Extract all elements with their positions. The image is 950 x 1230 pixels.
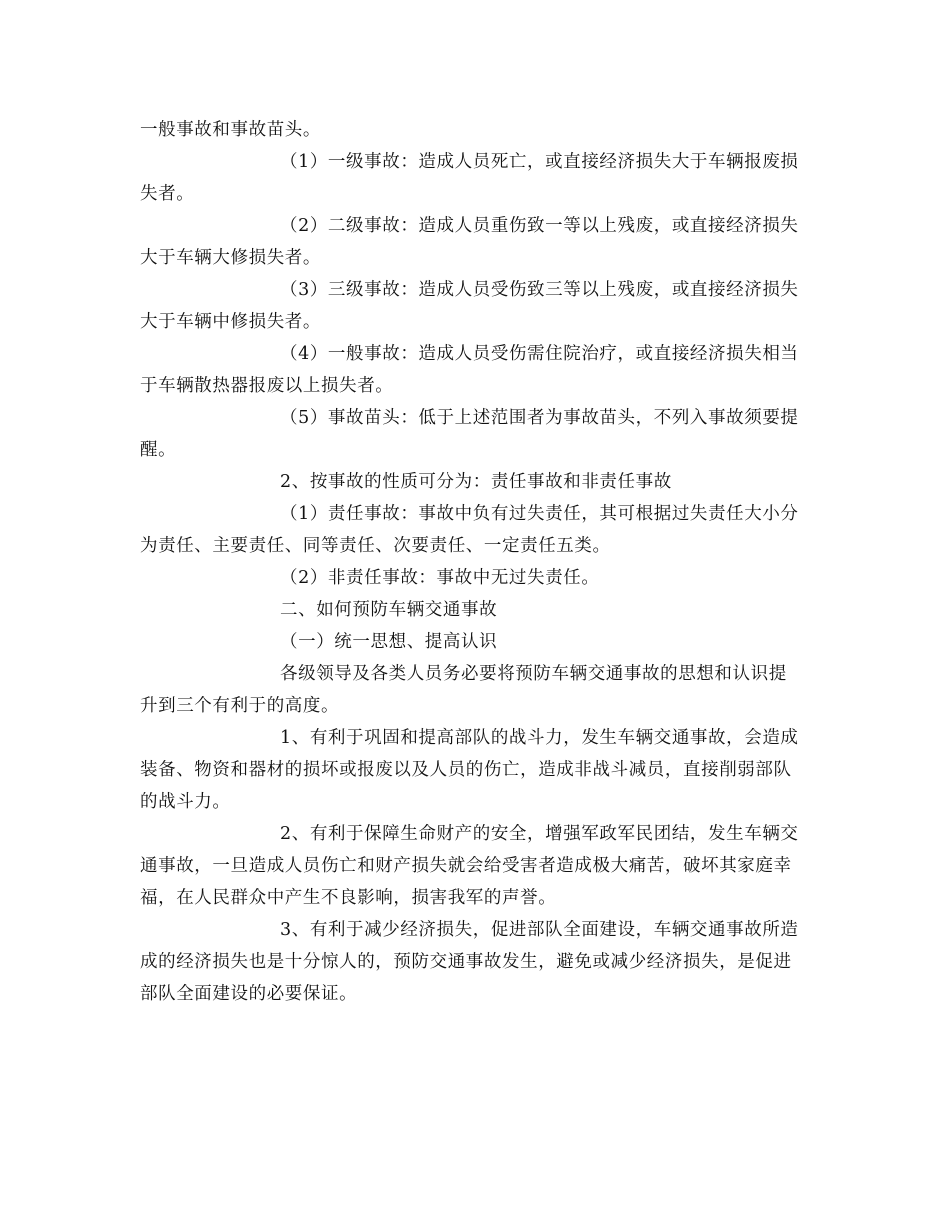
text-line: 2、按事故的性质可分为：责任事故和非责任事故 (280, 472, 672, 492)
text-line: 装备、物资和器材的损坏或报废以及人员的伤亡，造成非战斗减员，直接削弱部队 (140, 760, 792, 780)
paragraph (140, 914, 812, 1010)
paragraph (140, 466, 812, 498)
paragraph (140, 146, 812, 210)
text-line: 的战斗力。 (140, 792, 231, 812)
text-line: 部队全面建设的必要保证。 (140, 984, 358, 1004)
text-line: 一般事故和事故苗头。 (140, 120, 321, 140)
text-line: 各级领导及各类人员务必要将预防车辆交通事故的思想和认识提 (280, 664, 787, 684)
text-line: （1）责任事故：事故中负有过失责任，其可根据过失责任大小分 (280, 504, 799, 524)
paragraph (140, 562, 812, 594)
text-line: 2、有利于保障生命财产的安全，增强军政军民团结，发生车辆交 (280, 824, 799, 844)
paragraph (140, 274, 812, 338)
paragraph (140, 210, 812, 274)
paragraph (140, 658, 812, 722)
document-page (140, 114, 812, 1010)
paragraph (140, 114, 812, 146)
text-line: 为责任、主要责任、同等责任、次要责任、一定责任五类。 (140, 536, 611, 556)
paragraph (140, 626, 812, 658)
text-line: 于车辆散热器报废以上损失者。 (140, 376, 394, 396)
text-line: （5）事故苗头：低于上述范围者为事故苗头，不列入事故须要提 (280, 408, 799, 428)
text-line: 1、有利于巩固和提高部队的战斗力，发生车辆交通事故，会造成 (280, 728, 799, 748)
paragraph (140, 594, 812, 626)
text-line: （一）统一思想、提高认识 (280, 632, 498, 652)
text-line: 成的经济损失也是十分惊人的，预防交通事故发生，避免或减少经济损失，是促进 (140, 952, 792, 972)
paragraph (140, 818, 812, 914)
paragraph (140, 338, 812, 402)
text-line: 3、有利于减少经济损失，促进部队全面建设，车辆交通事故所造 (280, 920, 799, 940)
text-line: （1）一级事故：造成人员死亡，或直接经济损失大于车辆报废损 (280, 152, 799, 172)
text-line: （2）二级事故：造成人员重伤致一等以上残废，或直接经济损失 (280, 216, 799, 236)
text-line: （4）一般事故：造成人员受伤需住院治疗，或直接经济损失相当 (280, 344, 799, 364)
text-line: 大于车辆大修损失者。 (140, 248, 321, 268)
text-line: 升到三个有利于的高度。 (140, 696, 340, 716)
text-line: （3）三级事故：造成人员受伤致三等以上残废，或直接经济损失 (280, 280, 799, 300)
text-line: 失者。 (140, 184, 195, 204)
text-line: 醒。 (140, 440, 177, 460)
text-line: 福，在人民群众中产生不良影响，损害我军的声誉。 (140, 888, 557, 908)
text-line: 大于车辆中修损失者。 (140, 312, 321, 332)
paragraph (140, 402, 812, 466)
paragraph (140, 498, 812, 562)
paragraph (140, 722, 812, 818)
text-line: 二、如何预防车辆交通事故 (280, 600, 498, 620)
text-line: （2）非责任事故：事故中无过失责任。 (280, 568, 600, 588)
text-line: 通事故，一旦造成人员伤亡和财产损失就会给受害者造成极大痛苦，破坏其家庭幸 (140, 856, 792, 876)
